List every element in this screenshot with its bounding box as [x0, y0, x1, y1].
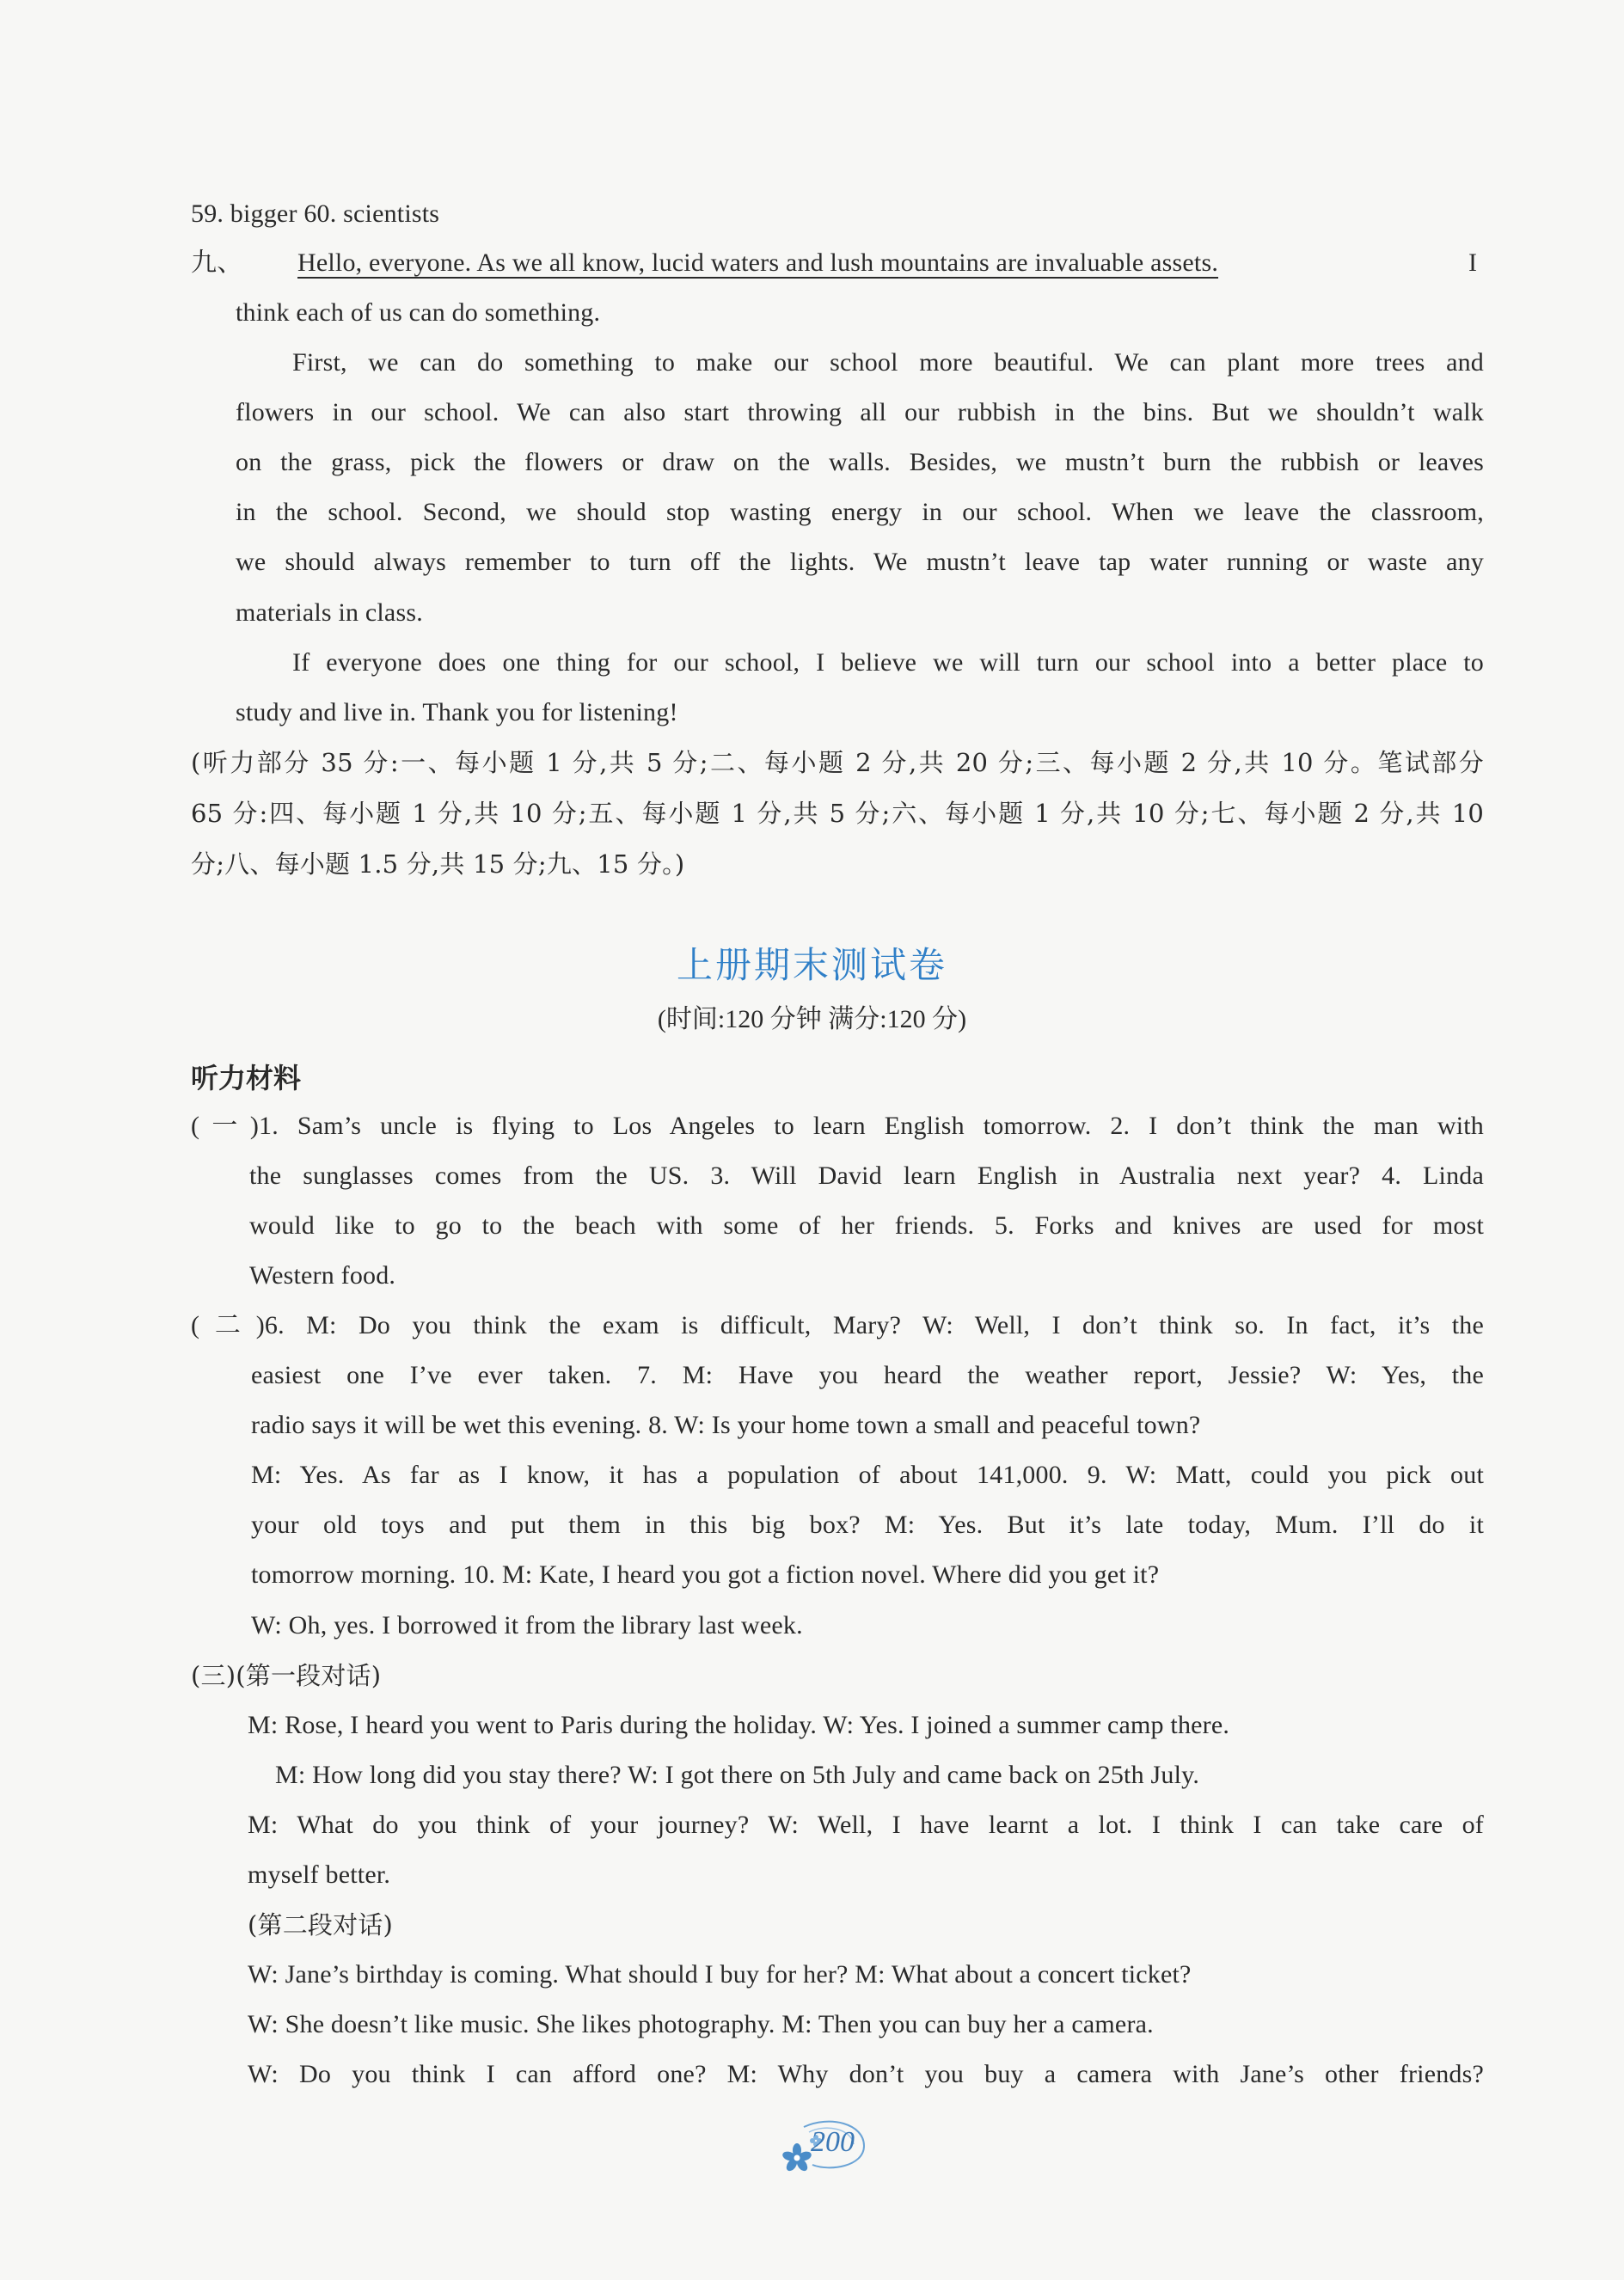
dialogue2-label: (第二段对话) [248, 1910, 394, 1940]
scoring-line: 65 分:四、每小题 1 分,共 10 分;五、每小题 1 分,共 5 分;六、每小题 1 分,共 10 分;七、每小题 2 分,共 10 [191, 799, 1484, 828]
dialogue-line: M: Rose, I heard you went to Paris during the holiday. W: Yes. I joined a summer camp there. [248, 1711, 1230, 1739]
scoring-line: (听力部分 35 分:一、每小题 1 分,共 5 分;二、每小题 2 分,共 20 分;三、每小题 2 分,共 10 分。笔试部分 [191, 748, 1484, 777]
dialogue-line: W: Do you think I can afford one? M: Why don’t you buy a camera with Jane’s other friends? [248, 2060, 1484, 2088]
dialogue-line: M: How long did you stay there? W: I got there on 5th July and came back on 25th July. [275, 1761, 1200, 1789]
listening-line: (一)1. Sam’s uncle is flying to Los Angeles to learn English tomorrow. 2. I don’t think the man with [191, 1112, 1484, 1140]
page-number: 200 [811, 2126, 855, 2158]
listening-line: the sunglasses comes from the US. 3. Will David learn English in Australia next year? 4. Linda [249, 1161, 1484, 1190]
essay-line: study and live in. Thank you for listening! [236, 698, 678, 726]
dialogue-line: W: She doesn’t like music. She likes photography. M: Then you can buy her a camera. [248, 2010, 1154, 2038]
dialogue-line: W: Jane’s birthday is coming. What should I buy for her? M: What about a concert ticket? [248, 1960, 1192, 1989]
listening-line: Western food. [249, 1261, 396, 1290]
listening-line: radio says it will be wet this evening. 8. W: Is your home town a small and peaceful town? [251, 1411, 1201, 1439]
section-nine-first-rest: I [1468, 248, 1478, 277]
underlined-opening-sentence: Hello, everyone. As we all know, lucid waters and lush mountains are invaluable assets. [297, 248, 1219, 277]
dialogue-line: myself better. [248, 1860, 391, 1889]
essay-line: If everyone does one thing for our school, I believe we will turn our school into a better place to [292, 648, 1484, 677]
scoring-line: 分;八、每小题 1.5 分,共 15 分;九、15 分。) [191, 849, 685, 879]
section-nine-marker: 九、 [191, 248, 243, 277]
exam-subtitle: (时间:120 分钟 满分:120 分) [657, 1005, 967, 1033]
listening-line: tomorrow morning. 10. M: Kate, I heard you got a fiction novel. Where did you get it? [251, 1560, 1160, 1589]
answers-tail: 59. bigger 60. scientists [191, 199, 440, 228]
essay-line: flowers in our school. We can also start throwing all our rubbish in the bins. But we shouldn’t walk [236, 398, 1484, 426]
listening-line: your old toys and put them in this big box? M: Yes. But it’s late today, Mum. I’ll do it [251, 1511, 1484, 1539]
dialogue-line: M: What do you think of your journey? W: Well, I have learnt a lot. I think I can take care of [248, 1811, 1484, 1839]
listening-line: would like to go to the beach with some of her friends. 5. Forks and knives are used for most [249, 1211, 1484, 1240]
essay-line: think each of us can do something. [236, 298, 601, 327]
essay-line: on the grass, pick the flowers or draw on the walls. Besides, we mustn’t burn the rubbish or leaves [236, 448, 1484, 476]
listening-line: (二)6. M: Do you think the exam is difficult, Mary? W: Well, I don’t think so. In fact, it’s the [191, 1311, 1484, 1339]
exam-title: 上册期末测试卷 [676, 944, 947, 986]
listening-heading: 听力材料 [191, 1062, 302, 1094]
essay-line: materials in class. [236, 598, 423, 627]
listening-line: W: Oh, yes. I borrowed it from the library last week. [251, 1611, 803, 1640]
listening-line: easiest one I’ve ever taken. 7. M: Have you heard the weather report, Jessie? W: Yes, the [251, 1361, 1484, 1389]
essay-line: we should always remember to turn off the lights. We mustn’t leave tap water running or waste any [236, 548, 1484, 576]
essay-line: in the school. Second, we should stop wasting energy in our school. When we leave the classroom, [236, 498, 1484, 526]
section-nine-first-underlined [297, 246, 1218, 280]
page-number-badge [778, 2115, 873, 2175]
part3-label: (三)(第一段对话) [191, 1661, 382, 1690]
essay-line: First, we can do something to make our school more beautiful. We can plant more trees and [292, 348, 1484, 377]
listening-line: M: Yes. As far as I know, it has a population of about 141,000. 9. W: Matt, could you pick out [251, 1461, 1484, 1489]
